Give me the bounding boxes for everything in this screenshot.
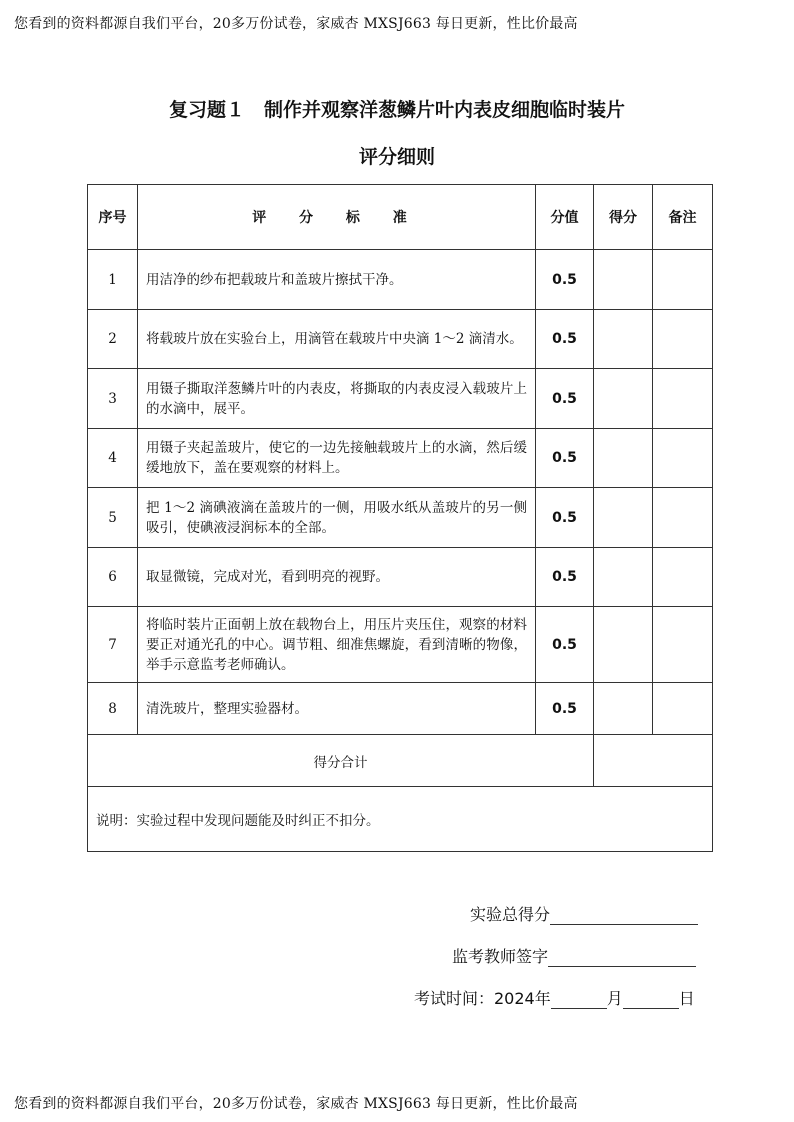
row-score: 0.5 bbox=[536, 369, 594, 429]
table-row bbox=[88, 488, 713, 548]
row-no: 5 bbox=[88, 488, 138, 548]
header-got: 得分 bbox=[594, 185, 653, 250]
month-label: 月 bbox=[606, 989, 623, 1008]
row-score: 0.5 bbox=[536, 429, 594, 488]
row-remark-cell[interactable] bbox=[653, 429, 713, 488]
row-got-cell[interactable] bbox=[594, 488, 653, 548]
row-got-cell[interactable] bbox=[594, 429, 653, 488]
header-no: 序号 bbox=[88, 185, 138, 250]
total-label: 得分合计 bbox=[88, 735, 594, 787]
row-criterion: 清洗玻片，整理实验器材。 bbox=[138, 683, 536, 735]
row-no: 7 bbox=[88, 607, 138, 683]
table-row bbox=[88, 683, 713, 735]
header-remark: 备注 bbox=[653, 185, 713, 250]
row-got-cell[interactable] bbox=[594, 607, 653, 683]
table-row bbox=[88, 607, 713, 683]
exam-time-line bbox=[414, 986, 695, 1009]
header-criterion: 评 分 标 准 bbox=[138, 185, 536, 250]
row-no: 6 bbox=[88, 548, 138, 607]
row-criterion: 将临时装片正面朝上放在载物台上，用压片夹压住，观察的材料要正对通光孔的中心。调节粗、细准焦螺旋，看到清晰的物像，举手示意监考老师确认。 bbox=[138, 607, 536, 683]
row-got-cell[interactable] bbox=[594, 250, 653, 310]
total-row bbox=[88, 735, 713, 787]
row-no: 1 bbox=[88, 250, 138, 310]
row-got-cell[interactable] bbox=[594, 683, 653, 735]
row-score: 0.5 bbox=[536, 488, 594, 548]
row-criterion: 用镊子夹起盖玻片，使它的一边先接触载玻片上的水滴，然后缓缓地放下，盖在要观察的材料上。 bbox=[138, 429, 536, 488]
total-score-cell[interactable] bbox=[594, 735, 713, 787]
row-no: 2 bbox=[88, 310, 138, 369]
row-remark-cell[interactable] bbox=[653, 548, 713, 607]
total-score-blank[interactable] bbox=[550, 906, 698, 925]
header-score: 分值 bbox=[536, 185, 594, 250]
teacher-sign-line bbox=[452, 944, 696, 967]
row-remark-cell[interactable] bbox=[653, 683, 713, 735]
row-score: 0.5 bbox=[536, 683, 594, 735]
footer-banner: 您看到的资料都源自我们平台，20多万份试卷，家威杏 MXSJ663 每日更新，性比价最高 bbox=[14, 1096, 578, 1112]
table-row bbox=[88, 369, 713, 429]
header-banner: 您看到的资料都源自我们平台，20多万份试卷，家威杏 MXSJ663 每日更新，性比价最高 bbox=[14, 16, 578, 32]
row-remark-cell[interactable] bbox=[653, 310, 713, 369]
table-header-row bbox=[88, 185, 713, 250]
row-got-cell[interactable] bbox=[594, 310, 653, 369]
row-score: 0.5 bbox=[536, 310, 594, 369]
total-score-line bbox=[470, 902, 698, 925]
row-criterion: 把 1～2 滴碘液滴在盖玻片的一侧，用吸水纸从盖玻片的另一侧吸引，使碘液浸润标本的全部。 bbox=[138, 488, 536, 548]
page-title: 复习题１ 制作并观察洋葱鳞片叶内表皮细胞临时装片 bbox=[168, 99, 625, 121]
row-no: 3 bbox=[88, 369, 138, 429]
row-criterion: 取显微镜，完成对光，看到明亮的视野。 bbox=[138, 548, 536, 607]
row-no: 4 bbox=[88, 429, 138, 488]
row-no: 8 bbox=[88, 683, 138, 735]
day-label: 日 bbox=[678, 989, 695, 1008]
row-remark-cell[interactable] bbox=[653, 488, 713, 548]
note-row bbox=[88, 787, 713, 852]
month-blank[interactable] bbox=[551, 990, 607, 1009]
row-score: 0.5 bbox=[536, 607, 594, 683]
row-criterion: 用洁净的纱布把载玻片和盖玻片擦拭干净。 bbox=[138, 250, 536, 310]
day-blank[interactable] bbox=[623, 990, 679, 1009]
note-text: 说明：实验过程中发现问题能及时纠正不扣分。 bbox=[88, 787, 713, 852]
table-row bbox=[88, 429, 713, 488]
row-remark-cell[interactable] bbox=[653, 250, 713, 310]
row-score: 0.5 bbox=[536, 250, 594, 310]
page-subtitle: 评分细则 bbox=[358, 146, 435, 168]
teacher-sign-label: 监考教师签字 bbox=[452, 947, 549, 966]
row-got-cell[interactable] bbox=[594, 369, 653, 429]
table-row bbox=[88, 548, 713, 607]
scoring-table bbox=[87, 184, 713, 852]
row-criterion: 将载玻片放在实验台上，用滴管在载玻片中央滴 1～2 滴清水。 bbox=[138, 310, 536, 369]
row-score: 0.5 bbox=[536, 548, 594, 607]
total-score-label: 实验总得分 bbox=[470, 905, 551, 924]
row-got-cell[interactable] bbox=[594, 548, 653, 607]
table-row bbox=[88, 250, 713, 310]
row-criterion: 用镊子撕取洋葱鳞片叶的内表皮，将撕取的内表皮浸入载玻片上的水滴中，展平。 bbox=[138, 369, 536, 429]
row-remark-cell[interactable] bbox=[653, 607, 713, 683]
teacher-sign-blank[interactable] bbox=[548, 948, 696, 967]
row-remark-cell[interactable] bbox=[653, 369, 713, 429]
table-row bbox=[88, 310, 713, 369]
exam-time-label: 考试时间：2024年 bbox=[414, 989, 551, 1008]
